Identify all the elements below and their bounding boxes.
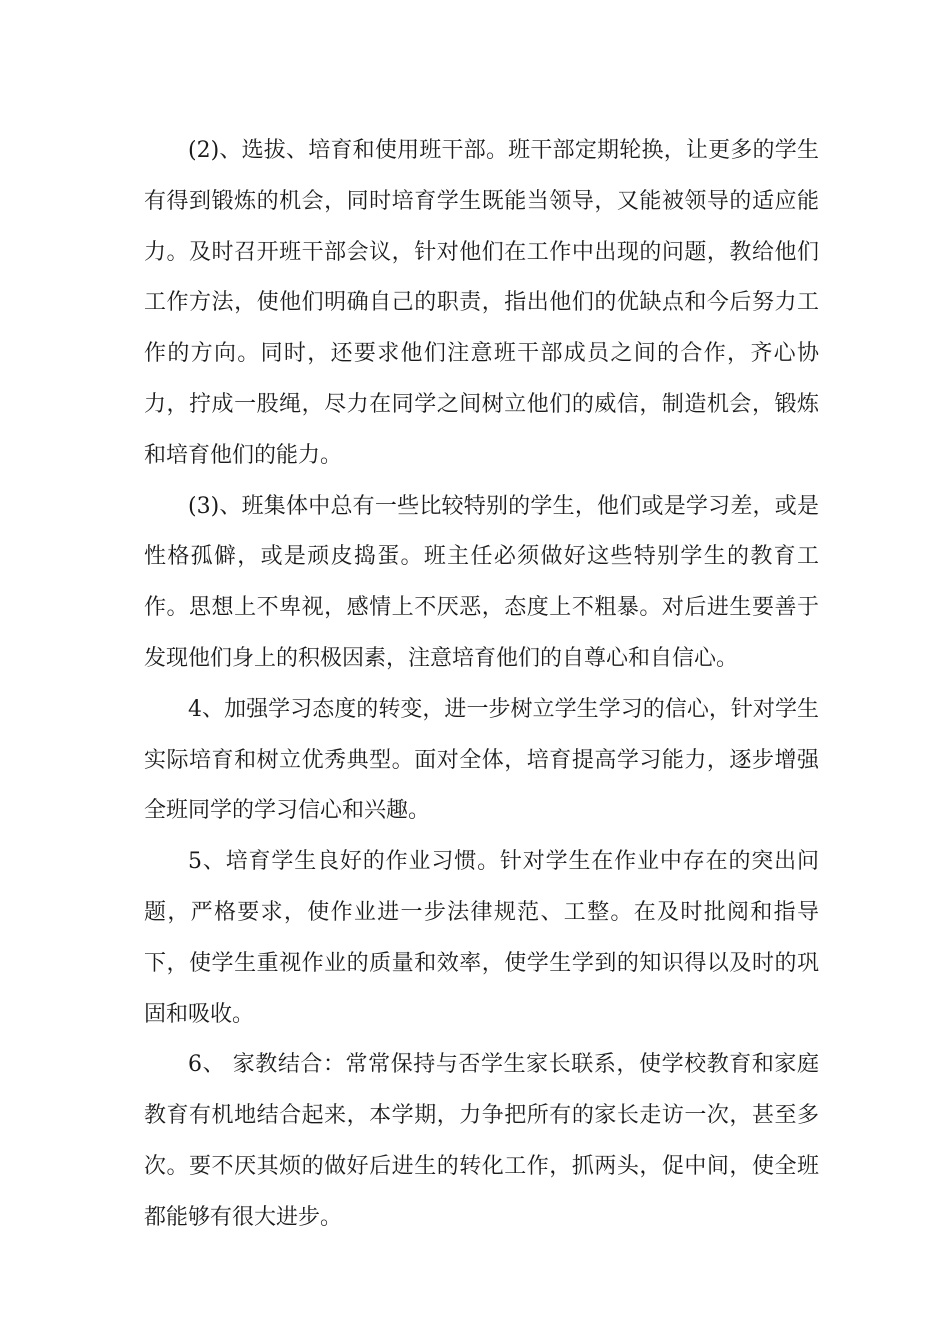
paragraph-homework-habits: 5、培育学生良好的作业习惯。针对学生在作业中存在的突出问题，严格要求，使作业进一步法律规范、工整。在及时批阅和指导下，使学生重视作业的质量和效率，使学生学到的知识得以及时的巩固和吸收。 bbox=[144, 849, 819, 1027]
paragraph-learning-attitude: 4、加强学习态度的转变，进一步树立学生学习的信心，针对学生实际培育和树立优秀典型。面对全体，培育提高学习能力，逐步增强全班同学的学习信心和兴趣。 bbox=[144, 696, 819, 824]
document-body bbox=[144, 126, 819, 1244]
paragraph-class-cadres: (2)、选拔、培育和使用班干部。班干部定期轮换，让更多的学生有得到锻炼的机会，同时培育学生既能当领导，又能被领导的适应能力。及时召开班干部会议，针对他们在工作中出现的问题，教给他们工作方法，使他们明确自己的职责，指出他们的优缺点和今后努力工作的方向。同时，还要求他们注意班干部成员之间的合作，齐心协力，拧成一股绳，尽力在同学之间树立他们的威信，制造机会，锻炼和培育他们的能力。 bbox=[144, 138, 819, 468]
paragraph-special-students: (3)、班集体中总有一些比较特别的学生，他们或是学习差，或是性格孤僻，或是顽皮捣蛋。班主任必须做好这些特别学生的教育工作。思想上不卑视，感情上不厌恶，态度上不粗暴。对后进生要善于发现他们身上的积极因素，注意培育他们的自尊心和自信心。 bbox=[144, 493, 819, 671]
paragraph-home-school: 6、 家教结合：常常保持与否学生家长联系，使学校教育和家庭教育有机地结合起来，本学期，力争把所有的家长走访一次，甚至多次。要不厌其烦的做好后进生的转化工作，抓两头，促中间，使全班都能够有很大进步。 bbox=[144, 1052, 819, 1230]
